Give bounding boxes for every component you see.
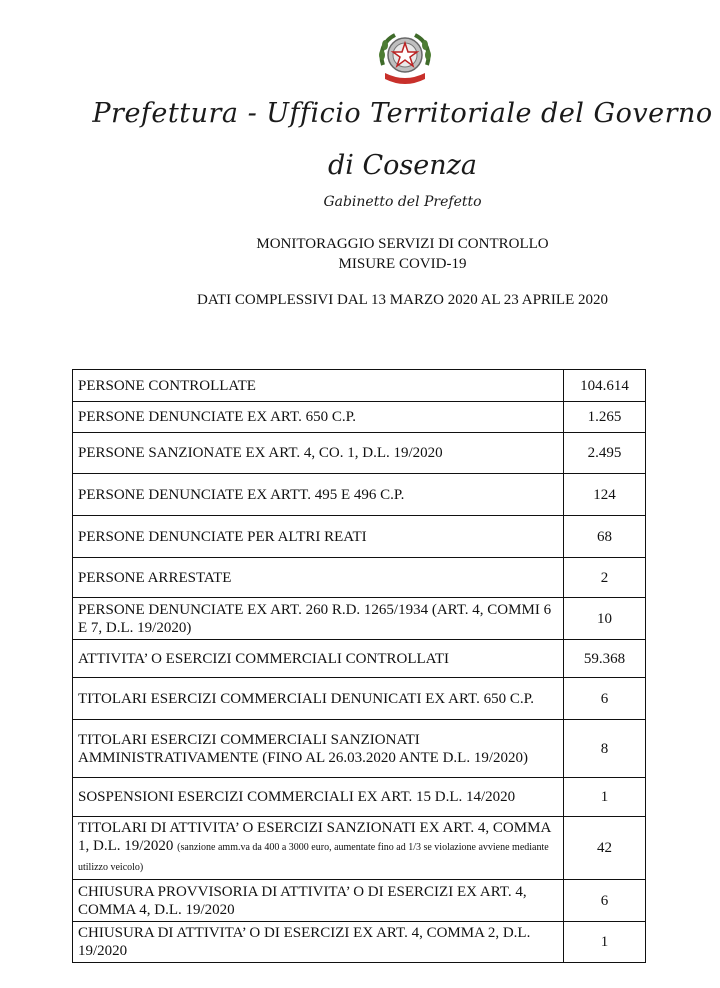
row-value: 1 bbox=[563, 778, 645, 817]
italian-republic-emblem bbox=[373, 25, 437, 89]
row-value: 6 bbox=[563, 678, 645, 720]
row-label: PERSONE DENUNCIATE PER ALTRI REATI bbox=[73, 516, 564, 558]
row-value: 2.495 bbox=[563, 433, 645, 474]
table-row bbox=[73, 880, 646, 922]
document-title-line1: MONITORAGGIO SERVIZI DI CONTROLLO bbox=[256, 236, 549, 252]
row-label: PERSONE DENUNCIATE EX ART. 650 C.P. bbox=[73, 402, 564, 433]
row-value: 8 bbox=[563, 720, 645, 778]
table-row bbox=[73, 402, 646, 433]
row-label: PERSONE SANZIONATE EX ART. 4, CO. 1, D.L. 19/2020 bbox=[73, 433, 564, 474]
row-label: PERSONE ARRESTATE bbox=[73, 558, 564, 598]
row-label: ATTIVITA’ O ESERCIZI COMMERCIALI CONTROLLATI bbox=[73, 640, 564, 678]
row-value: 59.368 bbox=[563, 640, 645, 678]
row-label-text: TITOLARI DI ATTIVITA’ O ESERCIZI SANZIONATI EX ART. 4, COMMA 1, D.L. 19/2020 bbox=[78, 820, 551, 854]
row-label: PERSONE DENUNCIATE EX ART. 260 R.D. 1265/1934 (ART. 4, COMMI 6 E 7, D.L. 19/2020) bbox=[73, 598, 564, 640]
row-value: 2 bbox=[563, 558, 645, 598]
row-value: 10 bbox=[563, 598, 645, 640]
table-row bbox=[73, 516, 646, 558]
row-value: 104.614 bbox=[563, 370, 645, 402]
row-label: CHIUSURA PROVVISORIA DI ATTIVITA’ O DI ESERCIZI EX ART. 4, COMMA 4, D.L. 19/2020 bbox=[73, 880, 564, 922]
row-value: 1.265 bbox=[563, 402, 645, 433]
table-row bbox=[73, 370, 646, 402]
row-label bbox=[73, 817, 564, 880]
row-note: (sanzione amm.va da 400 a 3000 euro, aumentate fino ad 1/3 se violazione avviene mediante utilizzo veicolo) bbox=[78, 842, 549, 873]
row-label: SOSPENSIONI ESERCIZI COMMERCIALI EX ART. 15 D.L. 14/2020 bbox=[73, 778, 564, 817]
table-row bbox=[73, 720, 646, 778]
table-row bbox=[73, 922, 646, 963]
office-city: di Cosenza bbox=[328, 150, 477, 181]
table-row bbox=[73, 678, 646, 720]
row-label: PERSONE CONTROLLATE bbox=[73, 370, 564, 402]
table-row bbox=[73, 598, 646, 640]
document-period: DATI COMPLESSIVI DAL 13 MARZO 2020 AL 23 APRILE 2020 bbox=[197, 292, 608, 308]
row-label: TITOLARI ESERCIZI COMMERCIALI DENUNICATI EX ART. 650 C.P. bbox=[73, 678, 564, 720]
office-name: Prefettura - Ufficio Territoriale del Governo bbox=[92, 98, 713, 129]
table-row bbox=[73, 817, 646, 880]
row-label: CHIUSURA DI ATTIVITA’ O DI ESERCIZI EX ART. 4, COMMA 2, D.L. 19/2020 bbox=[73, 922, 564, 963]
table-row bbox=[73, 778, 646, 817]
row-value: 1 bbox=[563, 922, 645, 963]
table-row bbox=[73, 433, 646, 474]
table-row bbox=[73, 558, 646, 598]
table-row bbox=[73, 640, 646, 678]
row-value: 124 bbox=[563, 474, 645, 516]
control-data-table bbox=[72, 369, 646, 963]
row-value: 68 bbox=[563, 516, 645, 558]
document-title-line2: MISURE COVID-19 bbox=[338, 256, 467, 272]
row-value: 6 bbox=[563, 880, 645, 922]
table-row bbox=[73, 474, 646, 516]
row-value: 42 bbox=[563, 817, 645, 880]
department-name: Gabinetto del Prefetto bbox=[323, 194, 482, 210]
row-label: TITOLARI ESERCIZI COMMERCIALI SANZIONATI AMMINISTRATIVAMENTE (FINO AL 26.03.2020 ANTE D.L. 19/2020) bbox=[73, 720, 564, 778]
row-label: PERSONE DENUNCIATE EX ARTT. 495 E 496 C.P. bbox=[73, 474, 564, 516]
